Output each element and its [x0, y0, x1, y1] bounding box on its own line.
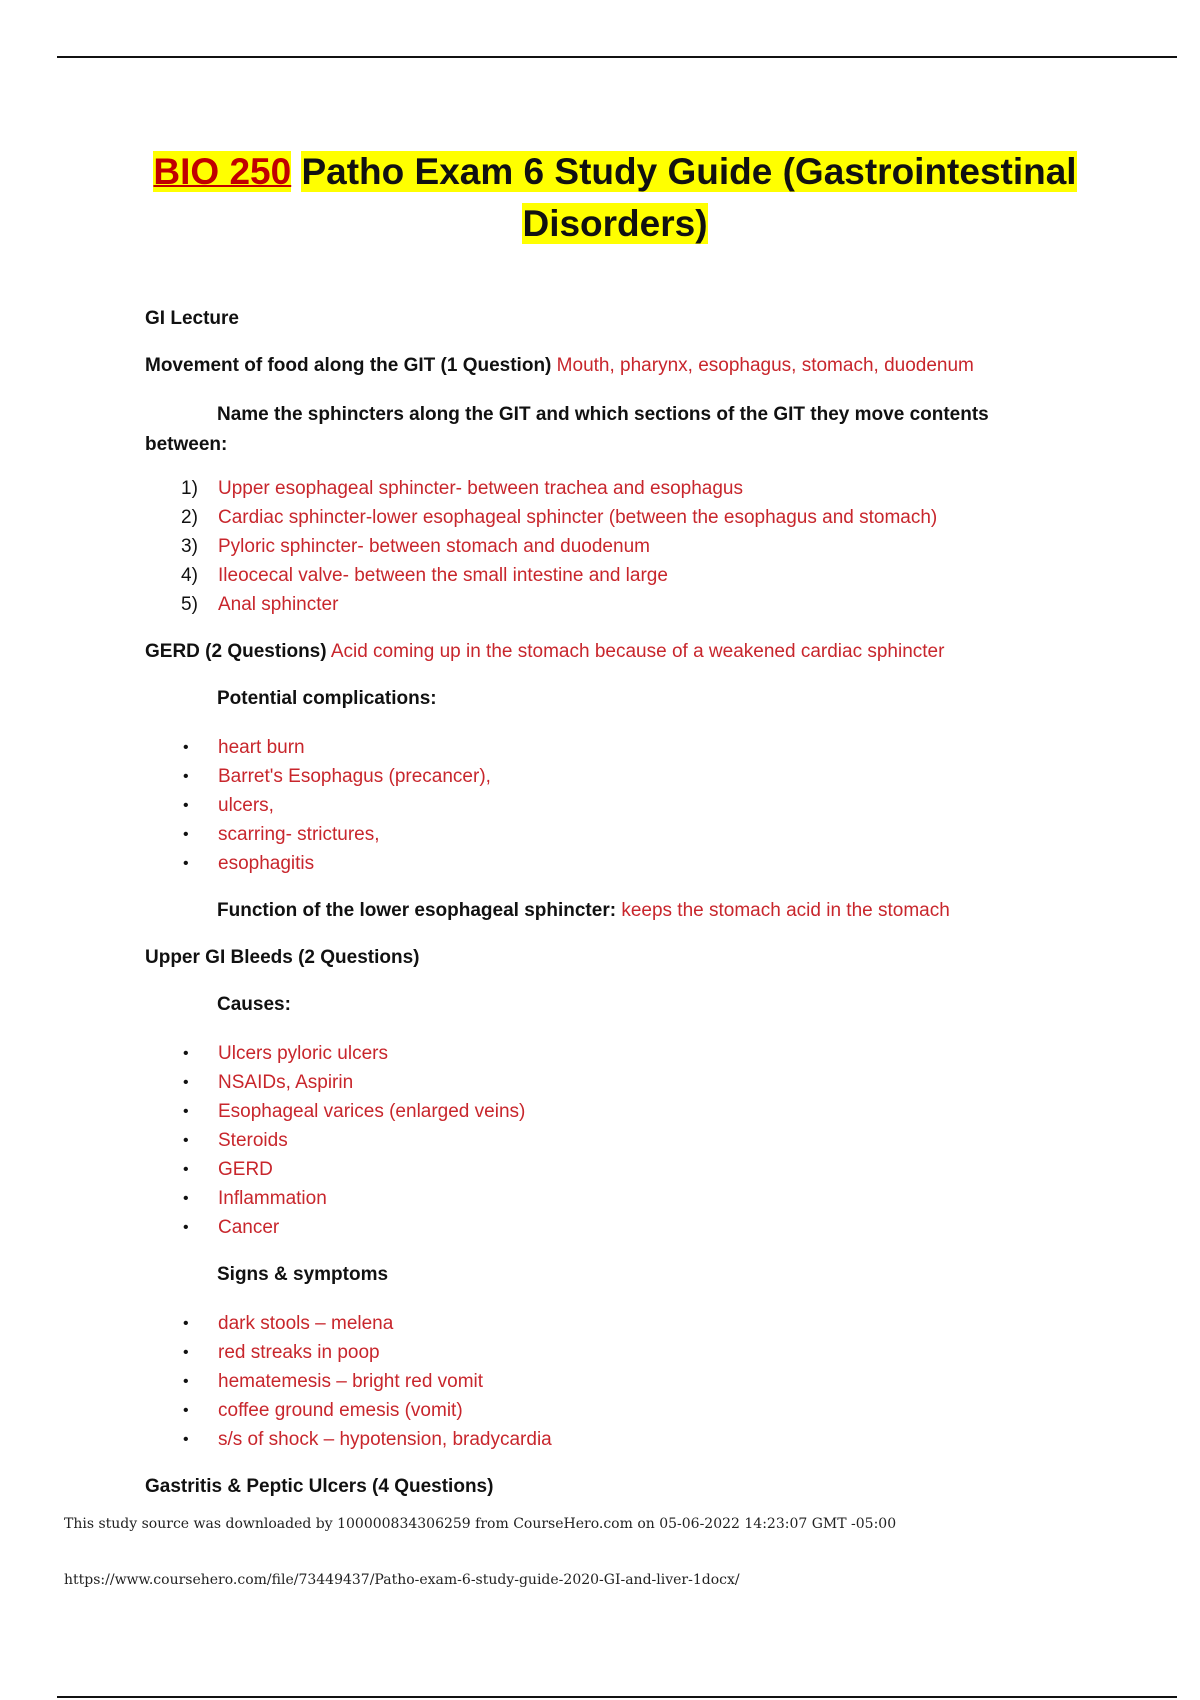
list-item: 3) Pyloric sphincter- between stomach and duodenum [181, 536, 650, 557]
bullet-icon: • [183, 1373, 189, 1390]
bullet-icon: • [183, 1315, 189, 1332]
list-item: • Barret's Esophagus (precancer), [145, 762, 1065, 791]
bullet-icon: • [183, 768, 189, 785]
document-title [60, 146, 1170, 250]
bullet-icon: • [183, 1132, 189, 1149]
bullet-icon: • [183, 826, 189, 843]
gerd-answer: Acid coming up in the stomach because of a weakened cardiac sphincter [330, 641, 945, 662]
list-item: • hematemesis – bright red vomit [145, 1367, 1065, 1396]
bullet-icon: • [183, 1103, 189, 1120]
list-item: • NSAIDs, Aspirin [145, 1068, 1065, 1097]
list-item: 2) Cardiac sphincter-lower esophageal sphincter (between the esophagus and stomach) [181, 507, 938, 528]
top-rule [57, 56, 1177, 58]
list-item: • red streaks in poop [145, 1338, 1065, 1367]
bullet-icon: • [183, 1161, 189, 1178]
bullet-icon: • [183, 855, 189, 872]
bullet-icon: • [183, 1402, 189, 1419]
download-notice: This study source was downloaded by 100000834306259 from CourseHero.com on 05-06-2022 14:23:07 GMT -05:00 [64, 1516, 897, 1532]
bullet-icon: • [183, 797, 189, 814]
list-item: • ulcers, [145, 791, 1065, 820]
bullet-icon: • [183, 1344, 189, 1361]
causes-label: Causes: [217, 994, 291, 1015]
bullet-icon: • [183, 739, 189, 756]
gerd-question [145, 639, 1065, 665]
bottom-rule [57, 1696, 1177, 1698]
bullet-icon: • [183, 1219, 189, 1236]
study-guide-content [145, 306, 1065, 1521]
list-item: • esophagitis [145, 849, 1065, 878]
movement-heading: Movement of food along the GIT (1 Question) [145, 355, 552, 376]
les-function-answer: keeps the stomach acid in the stomach [621, 900, 950, 921]
list-item: • s/s of shock – hypotension, bradycardia [145, 1425, 1065, 1454]
causes-list [145, 1039, 1065, 1242]
list-item: • GERD [145, 1155, 1065, 1184]
bullet-icon: • [183, 1190, 189, 1207]
bullet-icon: • [183, 1045, 189, 1062]
list-item: • dark stools – melena [145, 1309, 1065, 1338]
list-item: 4) Ileocecal valve- between the small intestine and large [181, 565, 668, 586]
list-item: 1) Upper esophageal sphincter- between trachea and esophagus [181, 478, 743, 499]
title-line-1: Patho Exam 6 Study Guide (Gastrointestinal [301, 151, 1077, 192]
list-item: • Inflammation [145, 1184, 1065, 1213]
movement-question [145, 353, 1065, 379]
course-code: BIO 250 [153, 151, 292, 192]
list-item: • scarring- strictures, [145, 820, 1065, 849]
upper-gi-heading: Upper GI Bleeds (2 Questions) [145, 947, 420, 968]
signs-label: Signs & symptoms [217, 1264, 389, 1285]
bullet-icon: • [183, 1074, 189, 1091]
sphincter-list [145, 474, 1065, 619]
list-item: • Cancer [145, 1213, 1065, 1242]
list-item: • Ulcers pyloric ulcers [145, 1039, 1065, 1068]
source-url[interactable]: https://www.coursehero.com/file/73449437/Patho-exam-6-study-guide-2020-GI-and-liver-1docx/ [64, 1572, 740, 1588]
complications-label: Potential complications: [217, 688, 437, 709]
list-item: • Esophageal varices (enlarged veins) [145, 1097, 1065, 1126]
movement-answer: Mouth, pharynx, esophagus, stomach, duodenum [556, 355, 974, 376]
list-item: • heart burn [145, 733, 1065, 762]
list-item: • Steroids [145, 1126, 1065, 1155]
les-function [145, 898, 1065, 924]
sphincters-prompt: Name the sphincters along the GIT and which sections of the GIT they move contents between: [145, 404, 989, 455]
les-function-label: Function of the lower esophageal sphincter: [217, 900, 617, 921]
gastritis-heading: Gastritis & Peptic Ulcers (4 Questions) [145, 1476, 494, 1497]
list-item: 5) Anal sphincter [181, 594, 339, 615]
bullet-icon: • [183, 1431, 189, 1448]
signs-list [145, 1309, 1065, 1454]
title-line-2: Disorders) [522, 203, 708, 244]
list-item: • coffee ground emesis (vomit) [145, 1396, 1065, 1425]
complications-list [145, 733, 1065, 878]
section-gi-lecture: GI Lecture [145, 308, 239, 329]
gerd-heading: GERD (2 Questions) [145, 641, 327, 662]
